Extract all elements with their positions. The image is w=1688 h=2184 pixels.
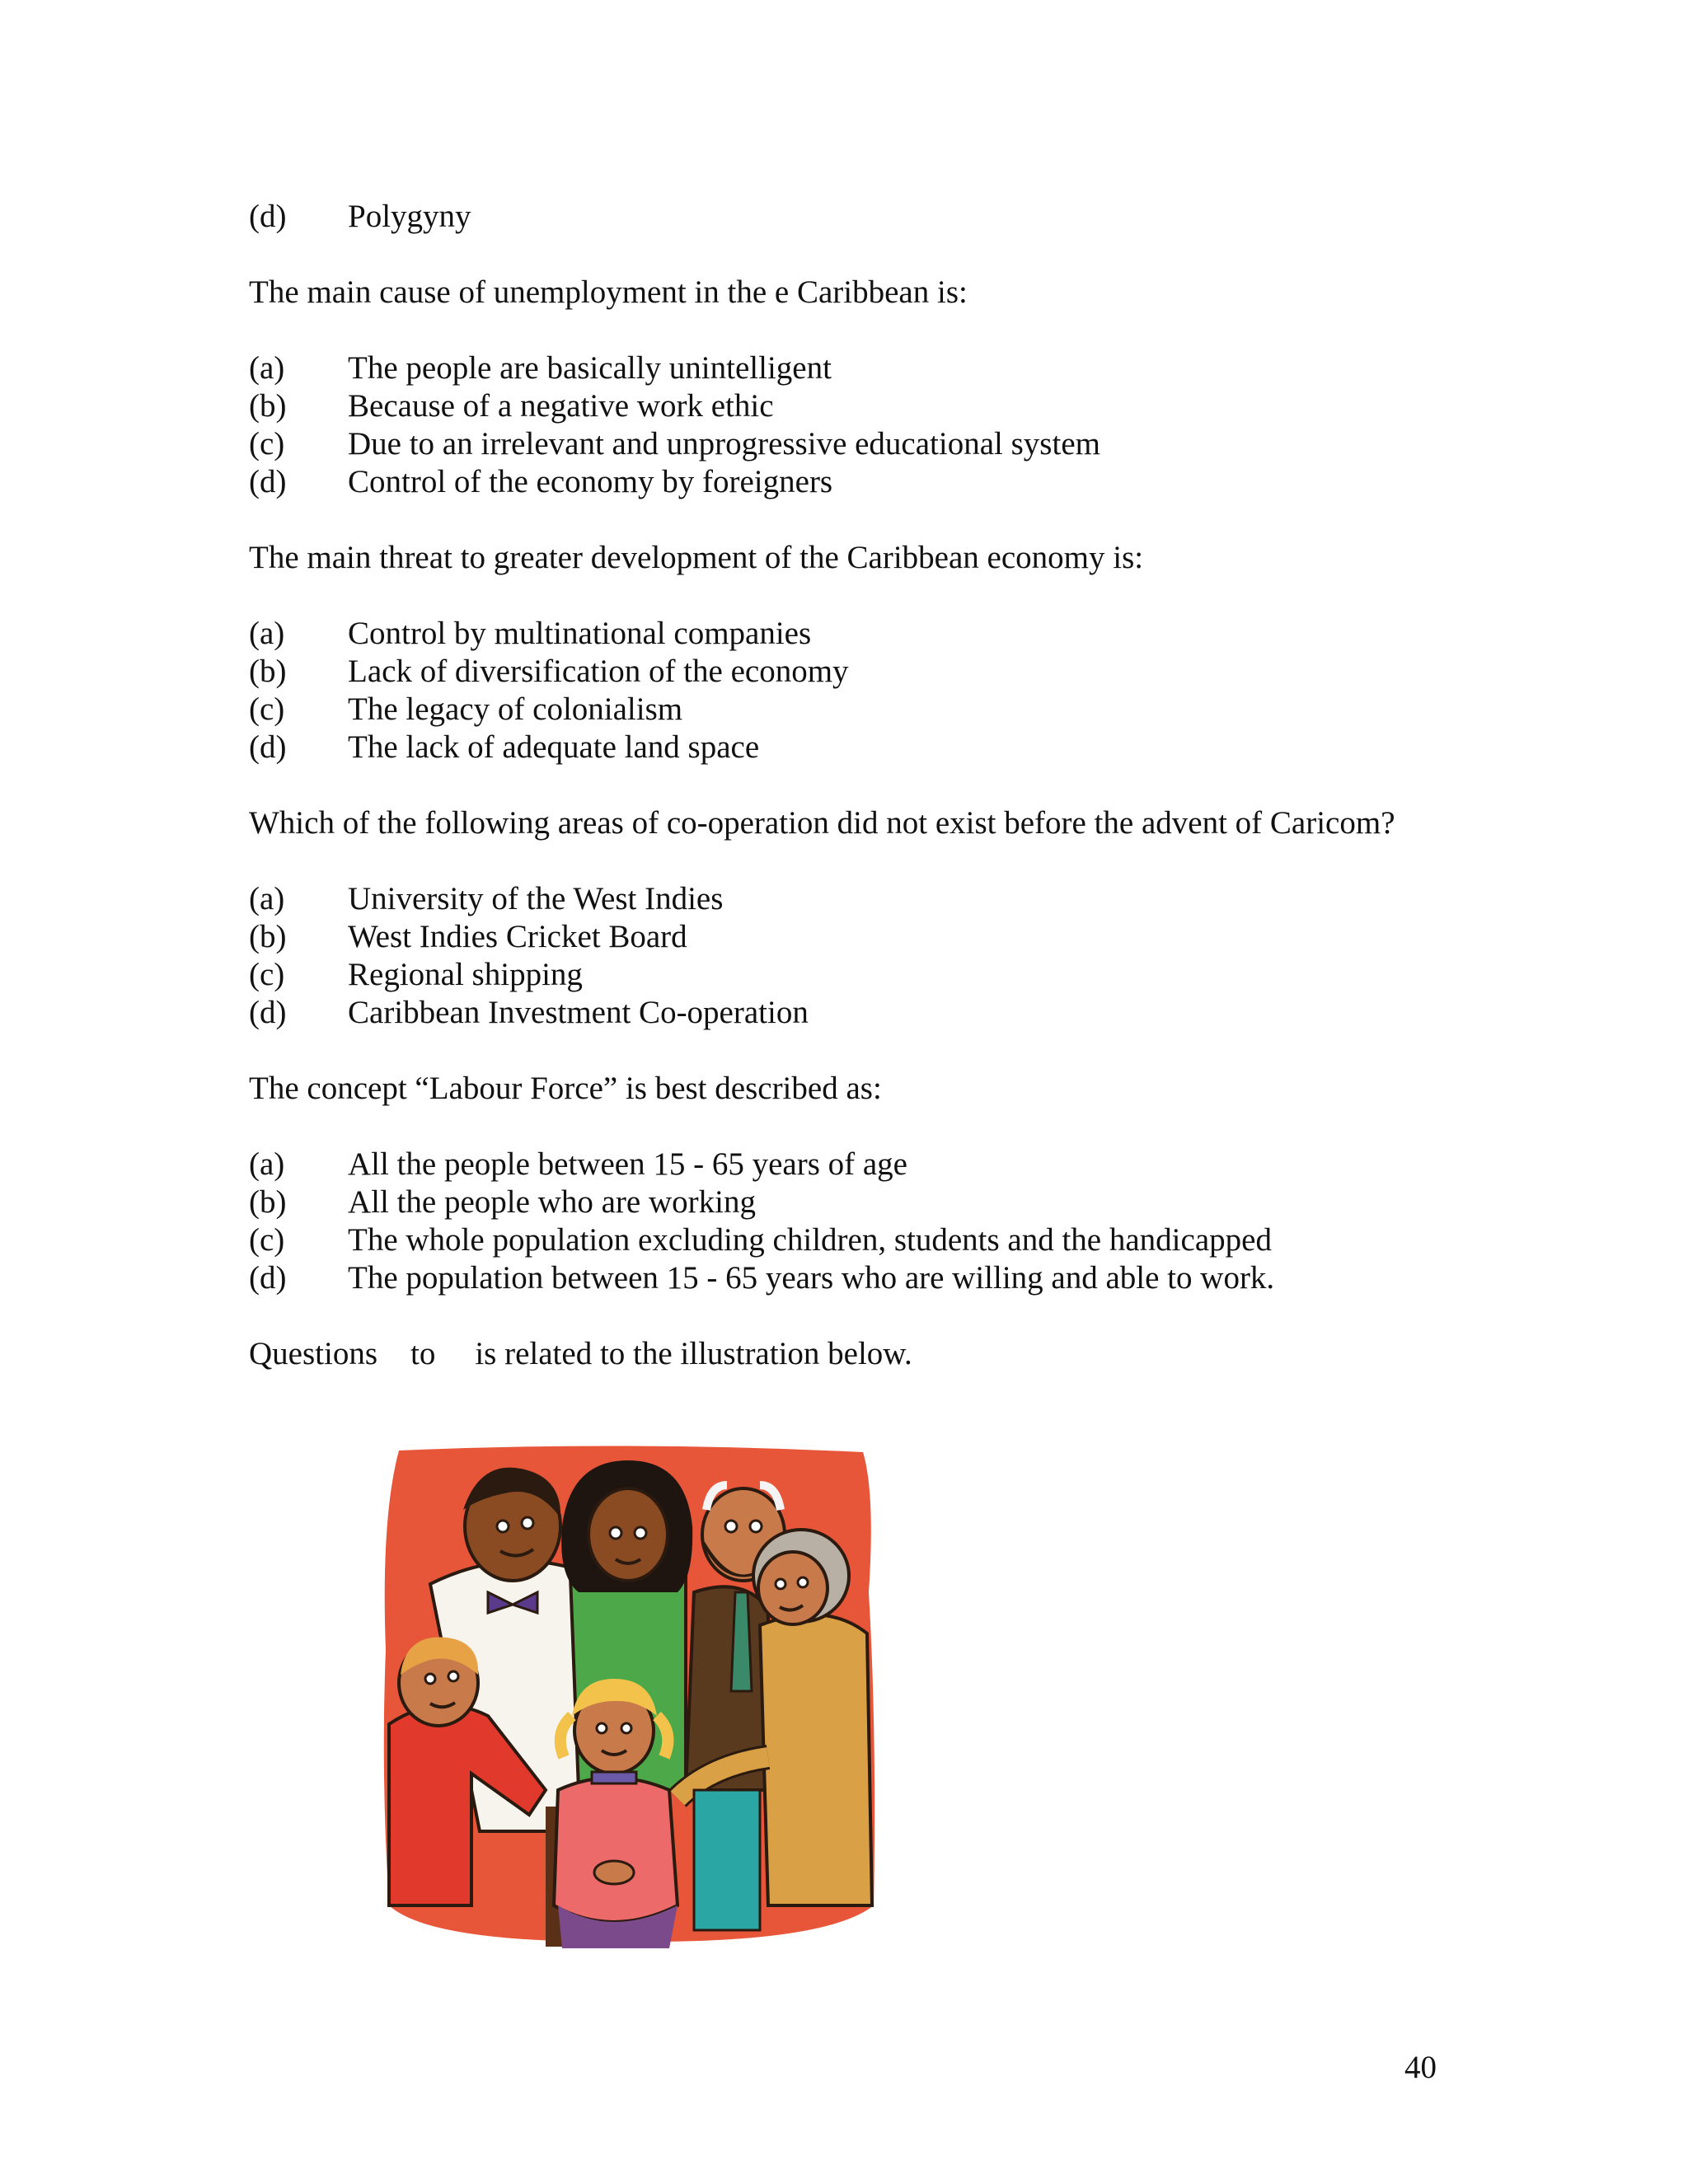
option-line xyxy=(249,729,1485,766)
option-letter: (b) xyxy=(249,654,287,689)
option-line xyxy=(249,691,1485,729)
option-line xyxy=(249,1259,1485,1297)
option-text: Lack of diversification of the economy xyxy=(348,654,849,689)
option-line xyxy=(249,349,1485,387)
intro-part: is related to the illustration below. xyxy=(475,1336,912,1371)
intro-part: to xyxy=(410,1336,436,1371)
option-letter: (c) xyxy=(249,957,285,992)
option-letter: (c) xyxy=(249,426,285,462)
option-letter: (c) xyxy=(249,691,285,727)
girl-figure xyxy=(554,1679,678,1948)
family-illustration xyxy=(381,1444,879,1948)
option-letter: (d) xyxy=(249,199,287,234)
illustration-intro xyxy=(249,1335,1485,1373)
option-text: The people are basically unintelligent xyxy=(348,350,832,386)
option-letter: (b) xyxy=(249,1184,287,1220)
option-line xyxy=(249,1183,1485,1221)
option-letter: (a) xyxy=(249,616,285,651)
option-letter: (d) xyxy=(249,1260,287,1296)
option-line xyxy=(249,956,1485,994)
option-letter: (d) xyxy=(249,729,287,765)
option-text: The legacy of colonialism xyxy=(348,691,683,727)
option-line xyxy=(249,425,1485,463)
option-line xyxy=(249,994,1485,1032)
option-text: West Indies Cricket Board xyxy=(348,919,687,954)
option-line xyxy=(249,198,1485,236)
option-text: Because of a negative work ethic xyxy=(348,388,774,424)
option-line xyxy=(249,463,1485,501)
question-stem: The main cause of unemployment in the e Caribbean is: xyxy=(249,274,968,310)
option-text: Due to an irrelevant and unprogressive educational system xyxy=(348,426,1100,462)
option-letter: (d) xyxy=(249,464,287,499)
option-letter: (b) xyxy=(249,388,287,424)
question-stem: The concept “Labour Force” is best described as: xyxy=(249,1071,882,1106)
option-text: All the people who are working xyxy=(348,1184,756,1220)
option-text: Caribbean Investment Co-operation xyxy=(348,995,809,1030)
option-line xyxy=(249,1221,1485,1259)
option-letter: (c) xyxy=(249,1222,285,1258)
option-line xyxy=(249,918,1485,956)
option-text: University of the West Indies xyxy=(348,881,724,916)
option-text: The lack of adequate land space xyxy=(348,729,760,765)
option-line xyxy=(249,653,1485,691)
question-stem: Which of the following areas of co-operation did not exist before the advent of Caricom? xyxy=(249,805,1395,841)
question-stem: The main threat to greater development of the Caribbean economy is: xyxy=(249,540,1144,575)
option-text: The whole population excluding children, students and the handicapped xyxy=(348,1222,1272,1258)
option-text: Polygyny xyxy=(348,199,471,234)
option-letter: (a) xyxy=(249,350,285,386)
page-number: 40 xyxy=(1404,2050,1437,2085)
option-text: Control by multinational companies xyxy=(348,616,812,651)
option-line xyxy=(249,615,1485,653)
option-text: Control of the economy by foreigners xyxy=(348,464,833,499)
option-line xyxy=(249,1146,1485,1183)
option-text: The population between 15 - 65 years who are willing and able to work. xyxy=(348,1260,1275,1296)
option-text: Regional shipping xyxy=(348,957,583,992)
option-letter: (a) xyxy=(249,881,285,916)
intro-part: Questions xyxy=(249,1336,377,1371)
option-text: All the people between 15 - 65 years of age xyxy=(348,1146,907,1182)
option-line xyxy=(249,880,1485,918)
option-letter: (b) xyxy=(249,919,287,954)
option-letter: (a) xyxy=(249,1146,285,1182)
option-line xyxy=(249,387,1485,425)
page-content xyxy=(249,198,1485,1373)
option-letter: (d) xyxy=(249,995,287,1030)
